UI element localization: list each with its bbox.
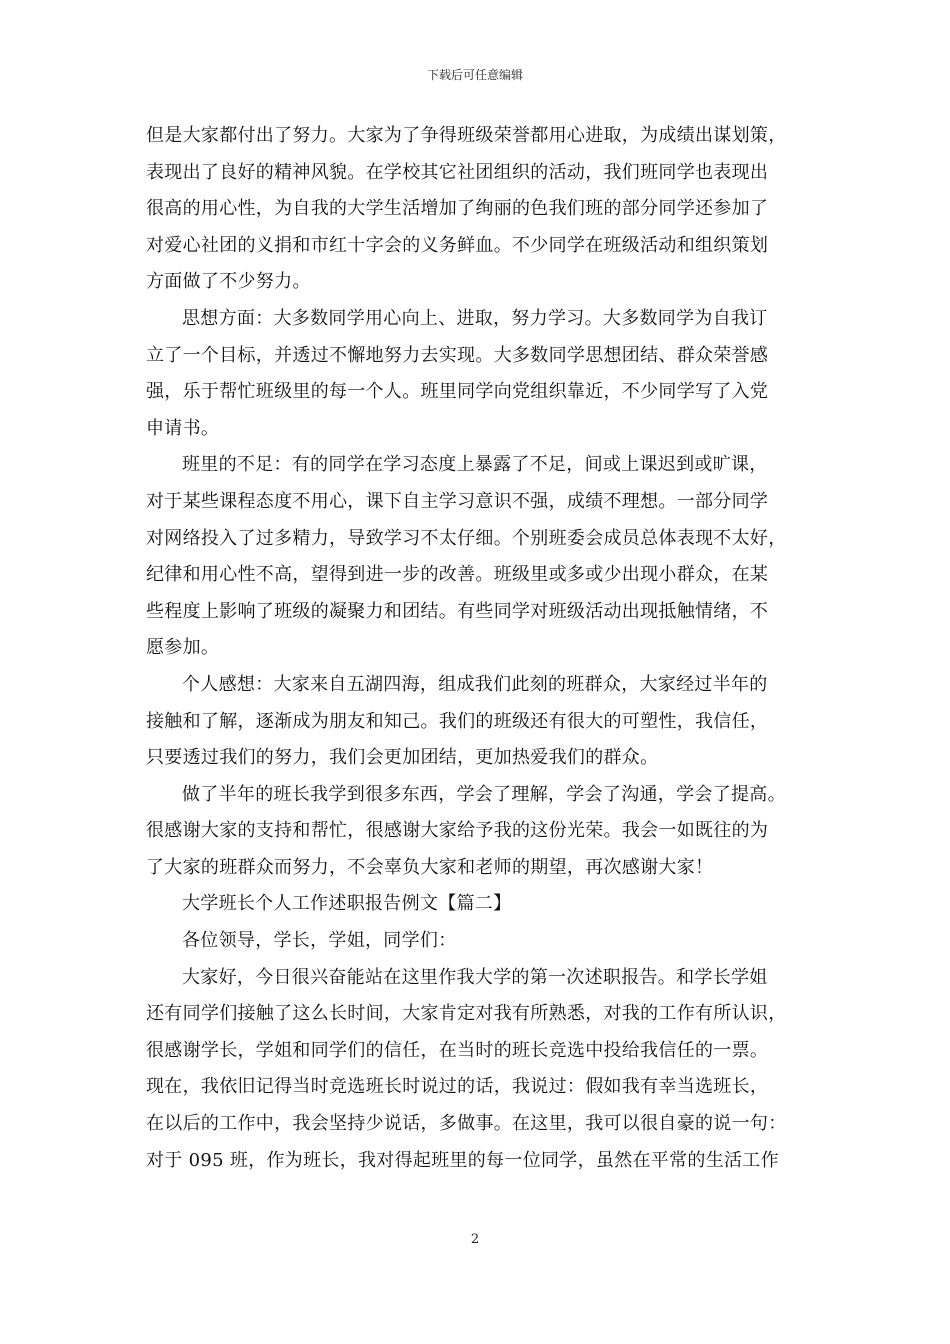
text-line: 但是大家都付出了努力。大家为了争得班级荣誉都用心进取，为成绩出谋划策， xyxy=(146,125,787,146)
page-header: 下载后可任意编辑 xyxy=(426,68,523,82)
text-line: 很感谢学长，学姐和同学们的信任，在当时的班长竞选中投给我信任的一票。 xyxy=(146,1039,769,1061)
page-number: 2 xyxy=(470,1232,480,1247)
text-line: 思想方面：大多数同学用心向上、进取，努力学习。大多数同学为自我订 xyxy=(182,307,768,329)
text-line: 做了半年的班长我学到很多东西，学会了理解，学会了沟通，学会了提高。 xyxy=(182,783,786,805)
text-line: 大学班长个人工作述职报告例文【篇二】 xyxy=(182,893,512,915)
text-line: 大家好，今日很兴奋能站在这里作我大学的第一次述职报告。和学长学姐 xyxy=(182,966,768,988)
text-line: 表现出了良好的精神风貌。在学校其它社团组织的活动，我们班同学也表现出 xyxy=(146,161,769,183)
text-line: 班里的不足：有的同学在学习态度上暴露了不足，间或上课迟到或旷课， xyxy=(182,454,768,476)
text-line: 方面做了不少努力。 xyxy=(146,271,311,293)
text-line: 立了一个目标，并透过不懈地努力去实现。大多数同学思想团结、群众荣誉感 xyxy=(146,344,769,366)
text-line: 很高的用心性，为自我的大学生活增加了绚丽的色我们班的部分同学还参加了 xyxy=(146,198,769,220)
text-line: 还有同学们接触了这么长时间，大家肯定对我有所熟悉，对我的工作有所认识， xyxy=(146,1003,787,1025)
text-line: 了大家的班群众而努力，不会辜负大家和老师的期望，再次感谢大家！ xyxy=(146,856,714,878)
text-line: 只要透过我们的努力，我们会更加团结，更加热爱我们的群众。 xyxy=(146,747,659,769)
text-line: 个人感想：大家来自五湖四海，组成我们此刻的班群众，大家经过半年的 xyxy=(182,673,768,695)
text-line: 纪律和用心性不高，望得到进一步的改善。班级里或多或少出现小群众，在某 xyxy=(146,564,769,586)
text-line: 很感谢大家的支持和帮忙，很感谢大家给予我的这份光荣。我会一如既往的为 xyxy=(146,820,769,842)
text-line: 在以后的工作中，我会坚持少说话，多做事。在这里，我可以很自豪的说一句： xyxy=(146,1113,787,1135)
text-line: 各位领导，学长，学姐，同学们： xyxy=(182,930,457,952)
text-line: 对网络投入了过多精力，导致学习不太仔细。个别班委会成员总体表现不太好， xyxy=(146,527,787,549)
text-line: 申请书。 xyxy=(146,417,220,439)
text-line: 强，乐于帮忙班级里的每一个人。班里同学向党组织靠近，不少同学写了入党 xyxy=(146,381,769,403)
document-body xyxy=(146,118,806,1179)
text-line: 对于某些课程态度不用心，课下自主学习意识不强，成绩不理想。一部分同学 xyxy=(146,490,769,512)
text-line: 接触和了解，逐渐成为朋友和知己。我们的班级还有很大的可塑性，我信任， xyxy=(146,710,769,732)
text-line: 现在，我依旧记得当时竞选班长时说过的话，我说过：假如我有幸当选班长， xyxy=(146,1076,769,1098)
text-line: 些程度上影响了班级的凝聚力和团结。有些同学对班级活动出现抵触情绪，不 xyxy=(146,600,769,622)
text-line: 愿参加。 xyxy=(146,637,220,659)
text-line: 对于 095 班，作为班长，我对得起班里的每一位同学，虽然在平常的生活工作 xyxy=(146,1149,779,1171)
text-line: 对爱心社团的义捐和市红十字会的义务鲜血。不少同学在班级活动和组织策划 xyxy=(146,234,769,256)
